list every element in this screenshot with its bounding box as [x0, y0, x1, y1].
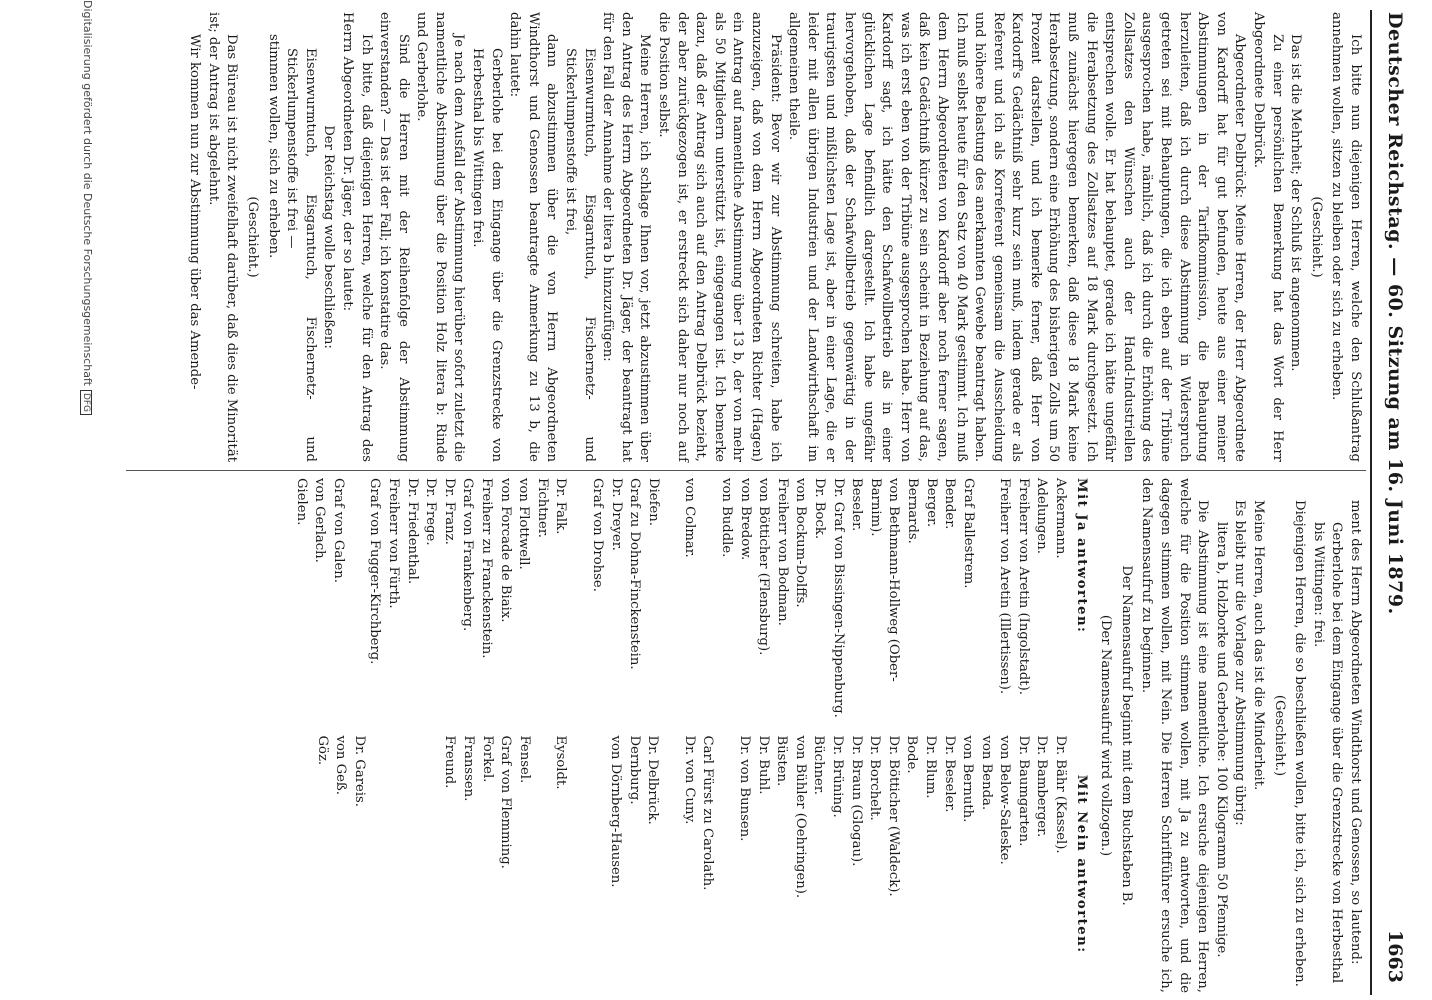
footer-text: Digitalisierung gefördert durch die Deutsche ForschungsgemeinschaftDFG — [80, 0, 94, 415]
member-name: Dr. Buhl. — [755, 735, 771, 795]
member-name: Dr. Frege. — [423, 478, 439, 546]
member-name: Graf von Fugger-Kirchberg. — [367, 478, 383, 665]
right-text-column — [291, 478, 1364, 993]
paragraph: Das ist die Mehrheit; der Schluß ist angenommen. — [1288, 34, 1304, 372]
member-name: Graf zu Dohna-Finckenstein. — [627, 478, 643, 670]
list-spacer — [422, 736, 440, 994]
stage-direction: (Der Namensaufruf wird vollzogen.) — [1098, 614, 1114, 857]
stage-direction: Der Namensaufruf beginnt mit dem Buchstaben B. — [1118, 565, 1134, 906]
member-name: Berger. — [923, 478, 939, 528]
member-name: Dr. von Bunsen. — [737, 735, 752, 842]
member-name: von Bredow. — [737, 478, 753, 561]
member-name: Dr. Graf von Bissingen-Nippenburg. — [830, 478, 846, 718]
quoted-motion: Eisenwurmtuch, Eisgarntuch, Fischernetz- und Stickerlumpenstoffe ist frei — — [284, 48, 318, 462]
resolution-line: Der Reichstag wolle beschließen: — [321, 125, 337, 349]
stage-direction: (Geschieht.) — [1271, 694, 1287, 777]
member-name: von Forcade de Biaix. — [497, 478, 513, 623]
paragraph: Es bleibt nur die Vorlage zur Abstimmung übrig: — [1232, 500, 1248, 826]
right-column-intro — [1096, 478, 1364, 993]
paragraph: Sind die Herren mit der Reihenfolge der Abstimmung einverstanden? — Das ist der Fall; ich konstatire das. — [377, 12, 411, 462]
paragraph: dann abzustimmen über die von Herrn Abgeordneten Windthorst und Genossen beantragte Anmerkung zu 13 b, die dahin lautet: — [507, 12, 560, 462]
member-name: Beseler. — [849, 478, 865, 532]
stage-direction: (Geschieht.) — [244, 196, 260, 278]
list-spacer — [347, 478, 365, 736]
rotated-page — [81, 0, 1432, 1000]
member-name: Graf Ballestrem. — [960, 478, 976, 589]
stage-direction: (Geschieht.) — [1308, 196, 1324, 278]
member-name: Graf von Drohse. — [590, 478, 606, 592]
member-name: Graf von Galen. — [330, 478, 346, 583]
member-name: von Bethmann-Hollweg (Ober-Barnim). — [867, 478, 902, 682]
member-name: Gielen. — [293, 478, 309, 526]
member-name: von Buddle. — [719, 478, 734, 558]
member-name: von Bühler (Oehringen). — [792, 735, 808, 899]
header-rule — [1370, 10, 1372, 995]
member-name: Göz. — [314, 735, 330, 766]
vote-name-lists — [291, 478, 1069, 993]
left-text-column — [185, 12, 1364, 462]
member-name: Bode. — [904, 735, 920, 774]
member-name: Carl Fürst zu Carolath. — [700, 735, 716, 891]
list-spacer — [404, 736, 422, 994]
paragraph: Meine Herren, auch das ist die Minderheit. — [1251, 500, 1267, 791]
list-spacer — [662, 478, 680, 736]
list-spacer — [533, 736, 551, 994]
member-name: Bender. — [942, 478, 958, 530]
member-name: Dr. Friedenthal. — [404, 478, 420, 585]
member-name: Forkel. — [479, 735, 495, 783]
yes-heading: Mit Ja antworten: — [1073, 478, 1089, 634]
member-name: von Flottwell. — [516, 478, 532, 570]
member-name: Dr. Borchelt. — [867, 735, 883, 821]
member-name: Fichtner. — [534, 478, 550, 538]
member-name: Dr. Dreyer. — [608, 478, 624, 551]
paragraph: Meine Herren, ich schlage Ihnen vor, jetzt abzustimmen über den Antrag des Herrn Abgeordneten Dr. Jäger, der beantragt hat für den Fall der Annahme der litera b hinzuzufügen: — [600, 12, 653, 462]
list-spacer — [661, 736, 679, 994]
member-name: Freiherr von Aretin (Ingolstadt). — [1015, 478, 1031, 695]
vote-headings — [1071, 478, 1090, 993]
member-name: von Below-Saleske. — [997, 735, 1013, 865]
list-spacer — [386, 736, 404, 994]
quoted-motion: Eisenwurmtuch, Eisgarntuch, Fischernetz- und Stickerlumpenstoffe ist frei, — [563, 48, 597, 462]
member-name: Dr. Baumgarten. — [1015, 735, 1031, 847]
member-name: Dr. Delbrück. — [645, 735, 661, 825]
member-name: Ackermann. — [1053, 478, 1069, 559]
member-name: Büsten. — [774, 735, 790, 787]
member-name: Adelungen. — [1034, 478, 1050, 554]
paragraph: Diejenigen Herren, die so beschließen wollen, bitte ich, sich zu erheben. — [1292, 500, 1308, 987]
member-name: von Colmar. — [682, 478, 698, 558]
list-spacer — [587, 736, 605, 994]
member-name: von Bockum-Dolffs. — [793, 478, 809, 608]
paragraph: Zu einer persönlichen Bemerkung hat das Wort der Herr Abgeordnete Delbrück. — [1251, 12, 1285, 462]
page-number: 1663 — [1384, 930, 1406, 983]
member-name: Dr. Bähr (Kassel). — [1053, 735, 1069, 854]
member-name: Freiherr zu Franckenstein. — [479, 478, 495, 659]
member-name: Dr. Blum. — [922, 735, 938, 799]
member-name: Diefen. — [645, 478, 661, 526]
member-name: Fensel. — [516, 735, 532, 784]
member-name: Dr. Gareis. — [351, 735, 367, 807]
paragraph: stimmen wollen, sich zu erheben. — [265, 34, 281, 259]
yes-names-list-1 — [291, 478, 1069, 736]
no-heading: Mit Nein antworten: — [1073, 774, 1089, 954]
member-name: von Bernuth. — [960, 735, 976, 823]
list-spacer — [698, 478, 716, 736]
paragraph: Die Abstimmung ist eine namentliche. Ich ersuche diejenigen Herren, welche für die Position stimmen wollen, mit Ja zu antworten, und die dagegen stimmen wollen, mit Nein. Die Herren Schriftführer ersuche ich, den Namensaufruf zu beginnen. — [1139, 478, 1211, 993]
member-name: Dr. Bock. — [811, 478, 827, 540]
paragraph: ment des Herrn Abgeordneten Windthorst und Genossen, so lautend: — [1348, 500, 1363, 965]
member-name: Büchner. — [811, 735, 827, 795]
running-header-left: Deutscher Reichstag. — 60. Sitzung am 16. Juni 1879. — [1384, 12, 1406, 615]
member-name: von Dörnberg-Hausen. — [608, 735, 624, 888]
member-name: Dr. Braun (Glogau). — [848, 735, 864, 867]
paragraph: Wir kommen nun zur Abstimmung über das Amende- — [187, 34, 203, 390]
paragraph: Präsident: Bevor wir zur Abstimmung schreiten, habe ich anzuzeigen, daß von dem Herrn Abgeordneten Richter (Hagen) ein Antrag auf namentliche Abstimmung über 13 b, der von mehr als 50 Mitgliedern unterstützt ist, eingegangen ist. Ich bemerke dazu, daß der Antrag sich auch auf den Antrag Delbrück bezieht, der aber zurückgezogen ist, er erstreckt sich daher nur noch auf die Position selbst. — [656, 12, 783, 462]
yes-names-list-2 — [291, 736, 1069, 994]
column-divider — [126, 470, 1366, 471]
member-name: Dernburg. — [626, 735, 642, 805]
quoted-motion: Gerberlohe bei dem Eingange über die Grenzstrecke von Herbesthal bis Wittingen frei. — [470, 48, 504, 462]
list-spacer — [569, 736, 587, 994]
paragraph: Ich bitte, daß diejenigen Herren, welche für den Antrag des Herrn Abgeordneten Dr. Jäger, der so lautet: — [339, 12, 374, 462]
paragraph: Je nach dem Ausfall der Abstimmung hierüber sofort zuletzt die namentliche Abstimmung über die Position Holz litera b: Rinde und Gerberlohe. — [414, 12, 467, 462]
member-name: Dr. Brüning. — [829, 735, 845, 818]
member-name: von Benda. — [978, 735, 994, 811]
list-spacer — [368, 736, 386, 994]
member-name: Freiherr von Fürth. — [386, 478, 402, 609]
member-name: Dr. Bamberger. — [1034, 735, 1050, 838]
member-name: Freiherr von Bodman. — [774, 478, 790, 626]
member-name: Freund. — [442, 735, 458, 789]
member-name: Dr. Franz. — [441, 478, 457, 545]
member-name: von Bötticher (Flensburg). — [756, 478, 772, 656]
member-name: Dr. Bötticher (Waldeck). — [885, 735, 901, 897]
quoted-motion: litera b, Holzborke und Gerberlohe: 100 Kilogramm 50 Pfennige. — [1213, 522, 1229, 958]
paragraph: Abgeordneter Delbrück: Meine Herren, der Herr Abgeordnete von Kardorff hat für gut befunden, heute aus einer meiner Abstimmungen in der Tarifkommission, die Behauptung herzuleiten, daß ich durch diese Abstimmung in Widerspruch getreten sei mit Behauptungen, die ich eben auf der Tribüne ausgesprochen habe, nämlich, daß ich durch die Erhöhung des Zollsatzes den Wünschen auch der Hand-Industriellen entsprechen wolle. Er hat behauptet, gerade ich hätte ungefähr die Herabsetzung des Zollsatzes auf 18 Mark durchgesetzt. Ich muß zunächst hiergegen bemerken, daß diese 18 Mark keine Herabsetzung, sondern eine Erhöhung des bisherigen Zolls um 50 Prozent darstellen, und ich bemerke ferner, daß Herr von Kardorff's Gedächtniß sehr kurz sein muß, indem gerade er als Referent und ich als Korreferent gemeinsam die Ausscheidung und höhere Belastung des anerkannten Gewebe beantragt haben. Ich muß selbst heute für den Satz von 40 Mark gestimmt. Ich muß dem Herrn Abgeordneten von Kardorff aber noch ferner sagen, daß kein Gedächtniß kürzer zu sein scheint in Beziehung auf das, was ich erst eben von der Tribüne ausgesprochen habe. Herr von Kardorff sagt, ich hätte den Schafwollbetrieb als in einer glücklichen Lage befindlich dargestellt. Ich habe ungefähr hervorgehoben, daß der Schafwollbetrieb gegenwärtig in der traurigsten und mißlichsten Lage ist, aber in einer Lage, die er leider mit allen übrigen Industrien und der Landwirthschaft im allgemeinen theile. — [786, 12, 1248, 462]
list-spacer — [716, 736, 734, 994]
member-name: von Gerlach. — [312, 478, 328, 563]
member-name: Franssen. — [461, 735, 477, 802]
member-name: Graf von Flemming. — [498, 735, 514, 869]
member-name: Dr. Beseler. — [941, 735, 957, 813]
member-name: Dr. von Cuny. — [681, 735, 697, 825]
member-name: Dr. Falk. — [553, 478, 569, 535]
member-name: von Geß. — [333, 735, 349, 795]
paragraph: Ich bitte nun diejenigen Herren, welche den Schlußantrag annehmen wollen, sitzen zu bleiben oder sich zu erheben. — [1329, 12, 1363, 462]
member-name: Graf von Frankenberg. — [460, 478, 476, 632]
member-name: Bernards. — [904, 478, 920, 544]
member-name: Eysoldt. — [553, 735, 569, 790]
list-spacer — [977, 478, 995, 736]
dfg-logo: DFG — [80, 390, 92, 415]
paragraph: Das Büreau ist nicht zweifelhaft darüber, daß dies die Minorität ist; der Antrag ist abgelehnt. — [205, 12, 240, 462]
list-spacer — [569, 478, 587, 736]
quoted-motion: Gerberlohe bei dem Eingange über die Grenzstrecke von Herbesthal bis Wittingen: frei. — [1310, 522, 1345, 984]
member-name: Freiherr von Aretin (Illertissen). — [997, 478, 1013, 695]
